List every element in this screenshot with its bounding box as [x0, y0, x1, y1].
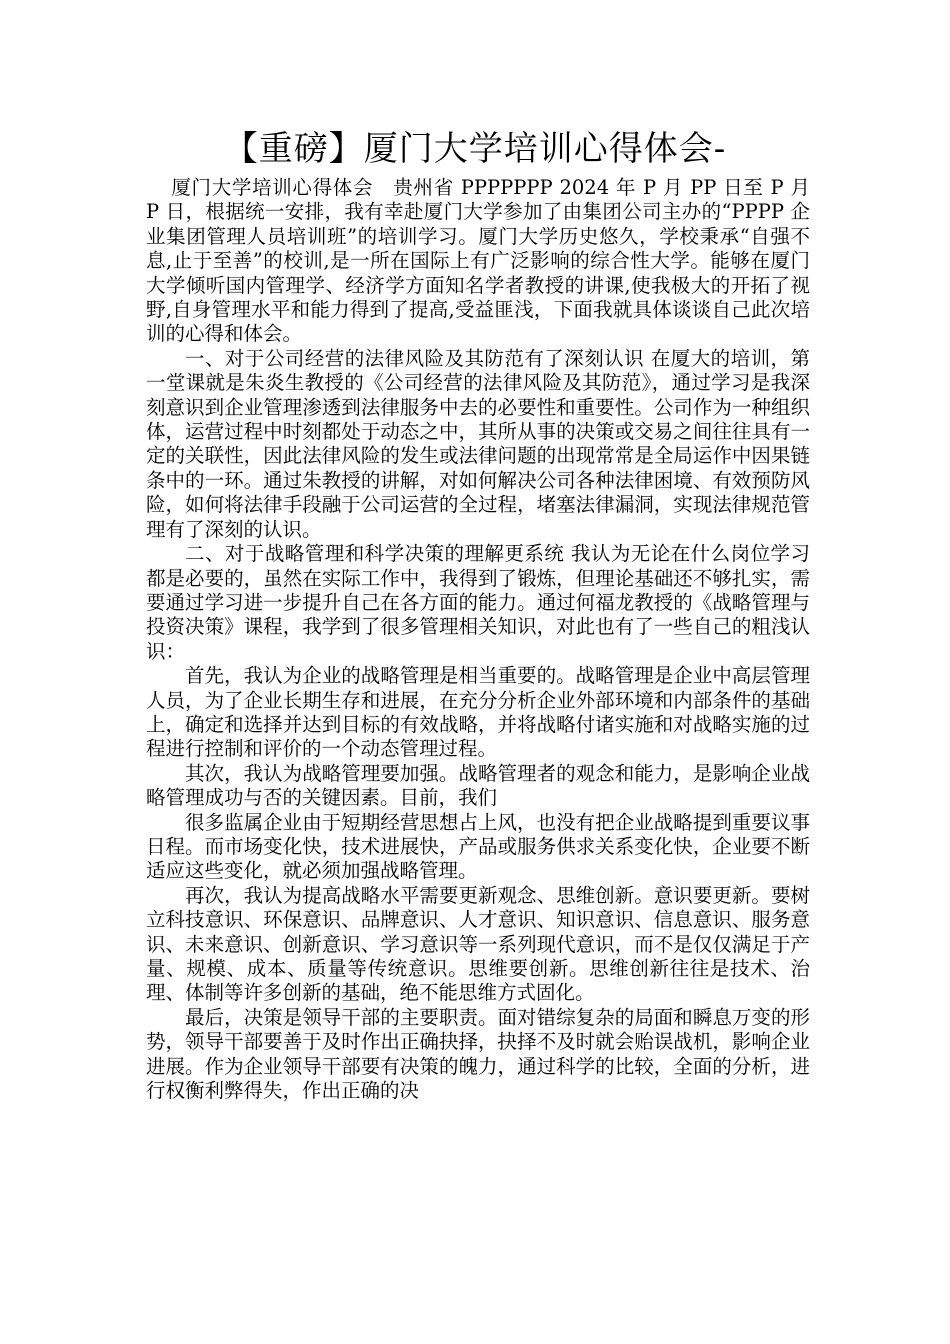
- paragraph-second: 其次，我认为战略管理要加强。战略管理者的观念和能力，是影响企业战略管理成功与否的关键因素。目前，我们: [146, 761, 810, 810]
- paragraph-last: 最后，决策是领导干部的主要职责。面对错综复杂的局面和瞬息万变的形势，领导干部要善于及时作出正确抉择，抉择不及时就会贻误战机，影响企业进展。作为企业领导干部要有决策的魄力，通过科学的比较，全面的分析，进行权衡利弊得失，作出正确的决: [146, 1005, 810, 1103]
- paragraph-strategy-management: 二、对于战略管理和科学决策的理解更系统 我认为无论在什么岗位学习都是必要的，虽然在实际工作中，我得到了锻炼，但理论基础还不够扎实，需要通过学习进一步提升自己在各方面的能力。通过何福龙教授的《战略管理与投资决策》课程，我学到了很多管理相关知识，对此也有了一些自己的粗浅认识：: [146, 542, 810, 663]
- paragraph-first: 首先，我认为企业的战略管理是相当重要的。战略管理是企业中高层管理人员，为了企业长期生存和进展，在充分分析企业外部环境和内部条件的基础上，确定和选择并达到目标的有效战略，并将战略付诸实施和对战略实施的过程进行控制和评价的一个动态管理过程。: [146, 664, 810, 761]
- document-title: 【重磅】厦门大学培训心得体会-: [223, 129, 727, 169]
- paragraph-third: 再次，我认为提高战略水平需要更新观念、思维创新。意识要更新。要树立科技意识、环保意识、品牌意识、人才意识、知识意识、信息意识、服务意识、未来意识、创新意识、学习意识等一系列现代意识，而不是仅仅满足于产量、规模、成本、质量等传统意识。思维要创新。思维创新往往是技术、治理、体制等许多创新的基础，绝不能思维方式固化。: [146, 883, 810, 1005]
- paragraph-legal-risk: 一、对于公司经营的法律风险及其防范有了深刻认识 在厦大的培训，第一堂课就是朱炎生教授的《公司经营的法律风险及其防范》，通过学习是我深刻意识到企业管理渗透到法律服务中去的必要性和重要性。公司作为一种组织体，运营过程中时刻都处于动态之中，其所从事的决策或交易之间往往具有一定的关联性，因此法律风险的发生或法律问题的出现常常是全局运作中因果链条中的一环。通过朱教授的讲解，对如何解决公司各种法律困境、有效预防风险，如何将法律手段融于公司运营的全过程，堵塞法律漏洞，实现法律规范管理有了深刻的认识。: [146, 346, 810, 541]
- paragraph-intro: 厦门大学培训心得体会 贵州省 PPPPPPP 2024 年 P 月 PP 日至 P 月 P 日，根据统一安排，我有幸赴厦门大学参加了由集团公司主办的“PPPP 企业集团管理人员培训班”的培训学习。厦门大学历史悠久，学校秉承“自强不息,止于至善”的校训,是一所在国际上有广泛影响的综合性大学。能够在厦门大学倾听国内管理学、经济学方面知名学者教授的讲课,使我极大的开拓了视野,自身管理水平和能力得到了提高,受益匪浅，下面我就具体谈谈自己此次培训的心得和体会。: [146, 176, 810, 346]
- document-body: [146, 176, 810, 1103]
- paragraph-second-continued: 很多监属企业由于短期经营思想占上风，也没有把企业战略提到重要议事日程。而市场变化快，技术进展快，产品或服务供求关系变化快，企业要不断适应这些变化，就必须加强战略管理。: [146, 810, 810, 883]
